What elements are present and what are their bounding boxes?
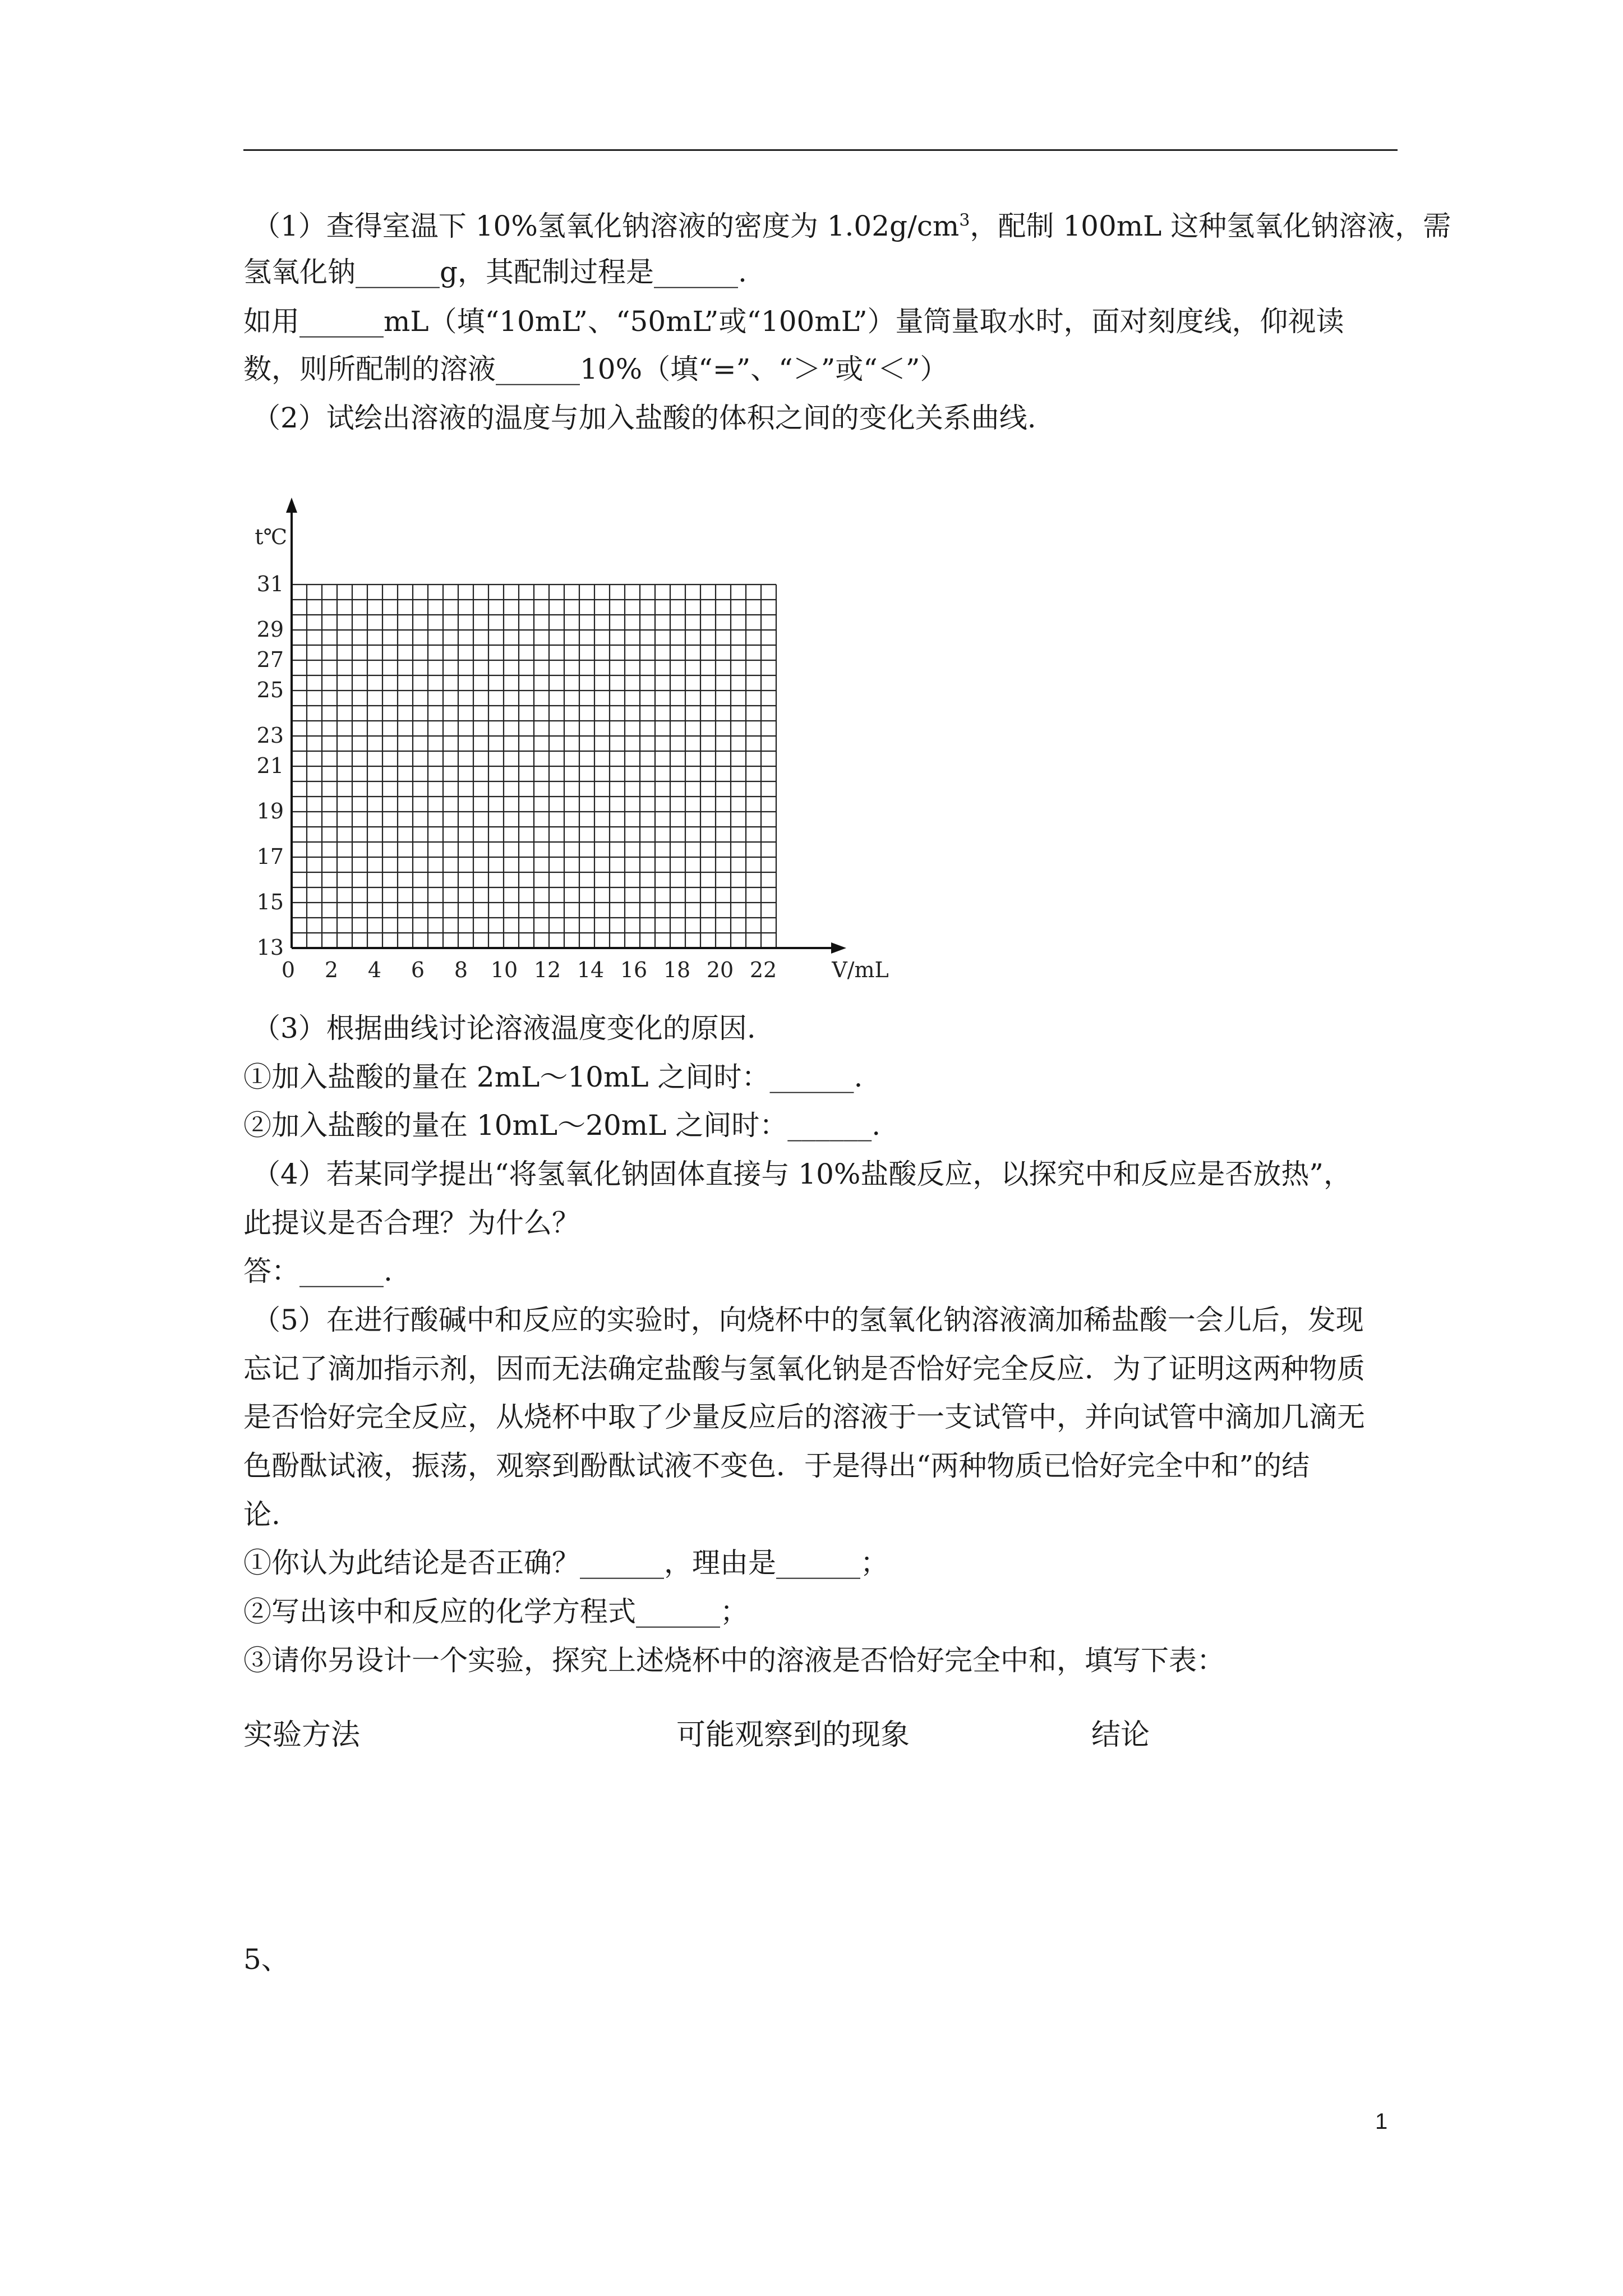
item-5-label: 5、 (243, 1943, 289, 1976)
x-tick-label: 16 (620, 958, 648, 982)
y-tick-label: 29 (256, 617, 284, 642)
q4-line-1: （4）若某同学提出“将氢氧化钠固体直接与 10%盐酸反应，以探究中和反应是否放热”， (252, 1158, 1352, 1190)
q1-line-2: 氢氧化钠______g，其配制过程是______. (243, 256, 747, 288)
header-rule (243, 149, 1398, 151)
q5-sub-1: ①你认为此结论是否正确？______，理由是______； (243, 1547, 888, 1579)
x-tick-label: 8 (454, 958, 468, 982)
x-tick-label: 12 (533, 958, 561, 982)
temperature-volume-grid-chart (236, 460, 897, 993)
q5-line-5: 论. (243, 1498, 280, 1531)
y-tick-label: 25 (256, 678, 284, 702)
y-tick-label: 27 (256, 647, 284, 672)
page-number: 1 (1375, 2109, 1388, 2134)
q3-line-2: ①加入盐酸的量在 2mL～10mL 之间时：______. (243, 1061, 863, 1093)
y-tick-label: 19 (256, 799, 284, 823)
y-tick-label: 15 (256, 890, 284, 914)
x-tick-label: 4 (367, 958, 382, 982)
q3-line-3: ②加入盐酸的量在 10mL～20mL 之间时：______. (243, 1109, 881, 1142)
table-header-method: 实验方法 (243, 1718, 361, 1752)
q4-answer: 答：______. (243, 1255, 393, 1287)
y-tick-label: 21 (256, 753, 284, 778)
x-tick-label: 14 (577, 958, 605, 982)
table-header-phenomenon: 可能观察到的现象 (676, 1718, 910, 1752)
table-header-conclusion: 结论 (1091, 1718, 1150, 1752)
y-axis-arrow-icon (286, 498, 297, 513)
chart-axes (286, 498, 846, 954)
q5-line-2: 忘记了滴加指示剂，因而无法确定盐酸与氢氧化钠是否恰好完全反应．为了证明这两种物质 (243, 1352, 1365, 1385)
q1-line-3: 如用______mL（填“10mL”、“50mL”或“100mL”）量筒量取水时，面对刻度线，仰视读 (243, 305, 1344, 338)
q2-line-1: （2）试绘出溶液的温度与加入盐酸的体积之间的变化关系曲线. (252, 402, 1036, 434)
q4-line-2: 此提议是否合理？为什么？ (243, 1207, 580, 1239)
x-tick-label: 6 (411, 958, 425, 982)
x-tick-label: 10 (490, 958, 518, 982)
y-tick-label: 31 (256, 572, 284, 596)
x-axis-label: V/mL (832, 958, 889, 982)
q3-line-1: （3）根据曲线讨论溶液温度变化的原因. (252, 1012, 756, 1045)
chart-tick-labels (255, 524, 889, 982)
x-tick-label: 20 (706, 958, 734, 982)
q5-line-4: 色酚酞试液，振荡，观察到酚酞试液不变色．于是得出“两种物质已恰好完全中和”的结 (243, 1450, 1310, 1482)
x-tick-label: 22 (749, 958, 777, 982)
q5-sub-2: ②写出该中和反应的化学方程式______； (243, 1595, 748, 1628)
q1-line-4: 数，则所配制的溶液______10%（填“=”、“＞”或“＜”） (243, 353, 948, 385)
x-tick-label: 18 (663, 958, 691, 982)
q5-line-1: （5）在进行酸碱中和反应的实验时，向烧杯中的氢氧化钠溶液滴加稀盐酸一会儿后，发现 (252, 1304, 1364, 1336)
q5-line-3: 是否恰好完全反应，从烧杯中取了少量反应后的溶液于一支试管中，并向试管中滴加几滴无 (243, 1401, 1365, 1433)
y-axis-label: t℃ (255, 524, 287, 549)
y-tick-label: 23 (256, 723, 284, 748)
y-tick-label: 13 (256, 935, 284, 960)
q5-sub-3: ③请你另设计一个实验，探究上述烧杯中的溶液是否恰好完全中和，填写下表： (243, 1644, 1225, 1677)
q1-line-1: （1）查得室温下 10%氢氧化钠溶液的密度为 $1.02g/cm^3$，配制 100mL 这种氢氧化钠溶液，需 (252, 210, 1451, 242)
chart-grid (292, 585, 776, 948)
x-tick-label: 0 (281, 958, 296, 982)
x-axis-arrow-icon (831, 942, 846, 954)
y-tick-label: 17 (256, 844, 284, 869)
x-tick-label: 2 (324, 958, 339, 982)
